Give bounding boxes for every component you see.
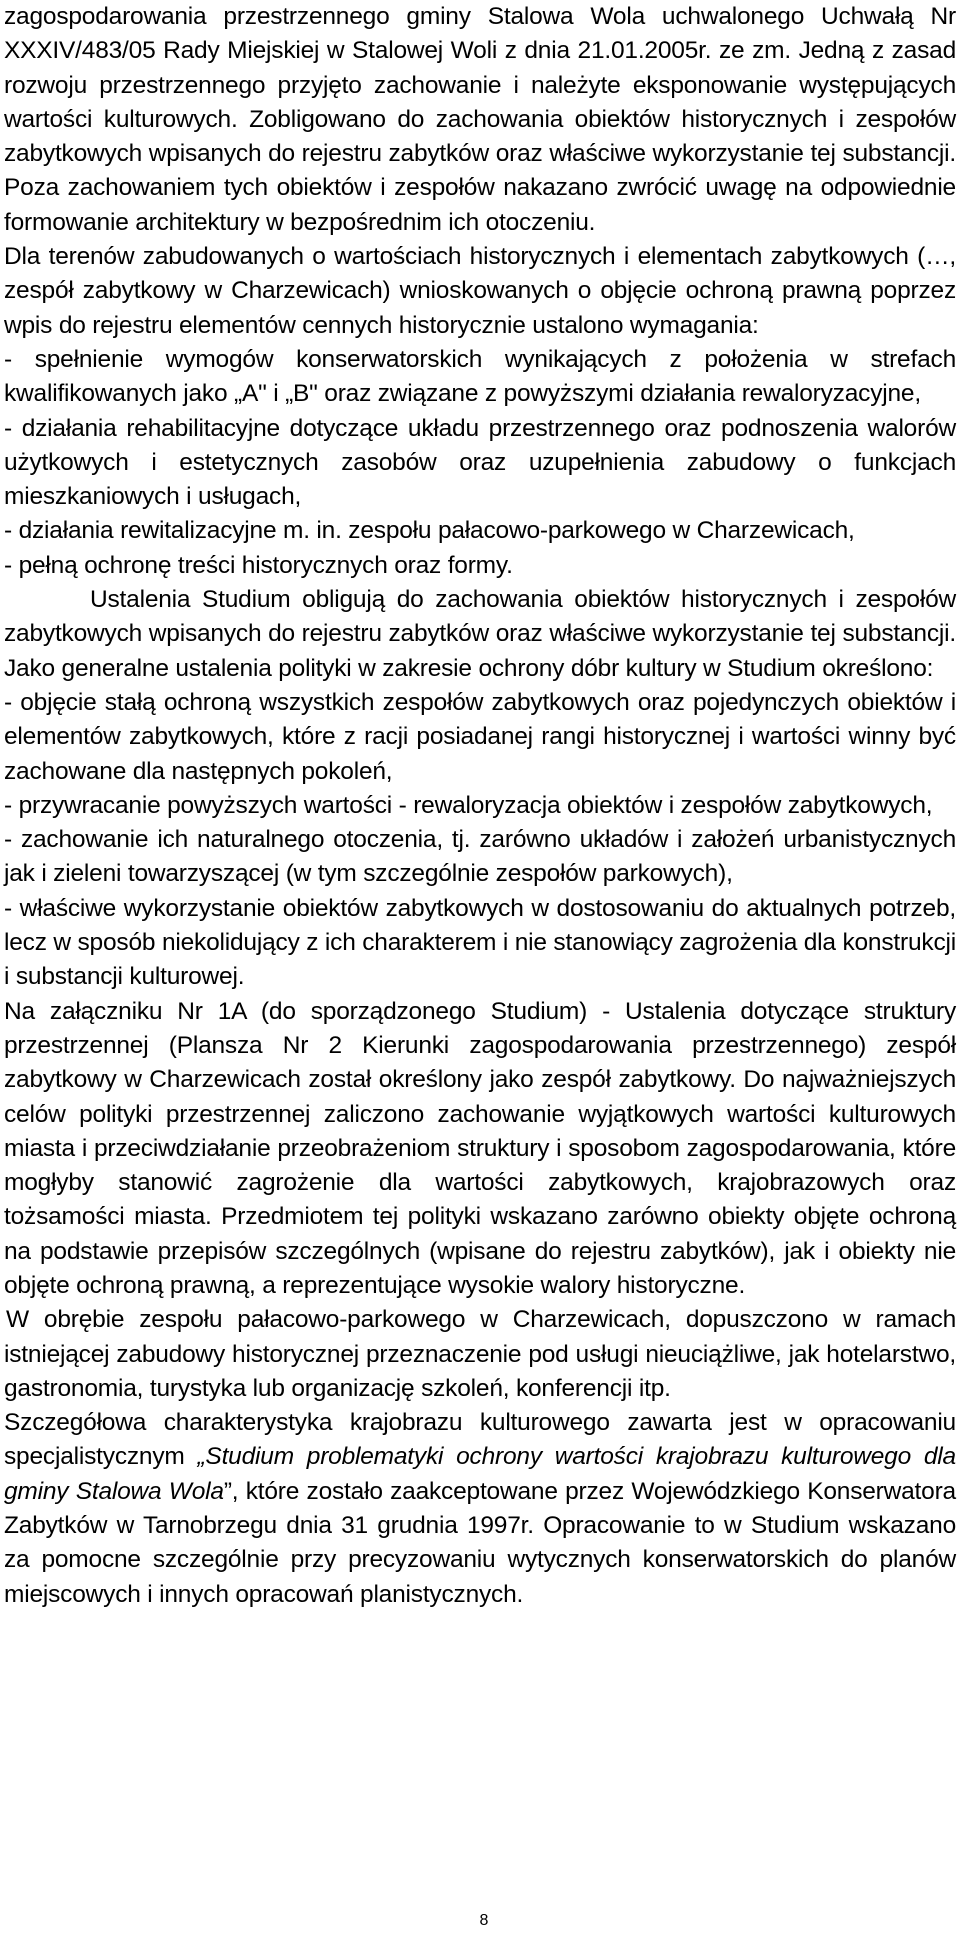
paragraph-intro: zagospodarowania przestrzennego gminy Stalowa Wola uchwalonego Uchwałą Nr XXXIV/483/05 Rady Miejskiej w Stalowej Woli z dnia 21.01.2005r. ze zm. Jedną z zasad rozwoju przestrzennego przyjęto zachowanie i należyte eksponowanie występujących wartości kulturowych. Zobligowano do zachowania obiektów historycznych i zespołów zabytkowych wpisanych do rejestru zabytków oraz właściwe wykorzystanie tej substancji. Poza zachowaniem tych obiektów i zespołów nakazano zwrócić uwagę na odpowiednie formowanie architektury w bezpośrednim ich otoczeniu. — [4, 3, 956, 236]
paragraph-landscape-study-end: ”, które zostało zaakceptowane przez Wojewódzkiego Konserwatora Zabytków w Tarnobrzegu dnia 31 grudnia 1997r. Opracowanie to w Studium wskazano za pomocne szczególnie przy precyzowaniu wytycznych konserwatorskich do planów miejscowych i innych opracowań planistycznych. — [4, 1477, 956, 1608]
list-item: - przywracanie powyższych wartości - rewaloryzacja obiektów i zespołów zabytkowych, — [4, 791, 933, 819]
list-item: - pełną ochronę treści historycznych oraz formy. — [4, 551, 513, 579]
list-item: - spełnienie wymogów konserwatorskich wynikających z położenia w strefach kwalifikowanych jako „A" i „B" oraz związane z powyższymi działania rewaloryzacyjne, — [4, 345, 956, 408]
document-body — [4, 0, 956, 1612]
page-number: 8 — [479, 1912, 489, 1929]
paragraph-study-provisions: Ustalenia Studium obligują do zachowania obiektów historycznych i zespołów zabytkowych wpisanych do rejestru zabytków oraz właściwe wykorzystanie tej substancji. Jako generalne ustalenia polityki w zakresie ochrony dóbr kultury w Studium określono: — [4, 586, 956, 682]
paragraph-attachment: Na załączniku Nr 1A (do sporządzonego Studium) - Ustalenia dotyczące struktury przestrzennej (Plansza Nr 2 Kierunki zagospodarowania przestrzennego) zespół zabytkowy w Charzewicach został określony jako zespół zabytkowy. Do najważniejszych celów polityki przestrzennej zaliczono zachowanie wyjątkowych wartości kulturowych miasta i przeciwdziałanie przeobrażeniom struktury i sposobom zagospodarowania, które mogłyby stanowić zagrożenie dla wartości zabytkowych, krajobrazowych oraz tożsamości miasta. Przedmiotem tej polityki wskazano zarówno obiekty objęte ochroną na podstawie przepisów szczególnych (wpisane do rejestru zabytków), jak i obiekty nie objęte ochroną prawną, a reprezentujące wysokie walory historyczne. — [4, 997, 956, 1299]
list-item: - działania rehabilitacyjne dotyczące układu przestrzennego oraz podnoszenia walorów użytkowych i estetycznych zasobów oraz uzupełnienia zabudowy o funkcjach mieszkaniowych i usługach, — [4, 414, 956, 511]
paragraph-palace-complex: W obrębie zespołu pałacowo-parkowego w Charzewicach, dopuszczono w ramach istniejącej zabudowy historycznej przeznaczenie pod usługi nieuciążliwe, jak hotelarstwo, gastronomia, turystyka lub organizację szkoleń, konferencji itp. — [4, 1306, 956, 1402]
list-item: - właściwe wykorzystanie obiektów zabytkowych w dostosowaniu do aktualnych potrzeb, lecz w sposób niekolidujący z ich charakterem i nie stanowiący zagrożenia dla konstrukcji i substancji kulturowej. — [4, 894, 956, 991]
paragraph-landscape-study-start: Szczegółowa charakterystyka krajobrazu kulturowego zawarta jest w opracowaniu specjalistycznym — [4, 1409, 956, 1471]
study-title: „Studium problematyki ochrony wartości krajobrazu kulturowego dla gminy Stalowa Wola — [4, 1443, 956, 1505]
list-item: - działania rewitalizacyjne m. in. zespołu pałacowo-parkowego w Charzewicach, — [4, 517, 855, 545]
paragraph-requirements: Dla terenów zabudowanych o wartościach historycznych i elementach zabytkowych (…, zespół zabytkowy w Charzewicach) wnioskowanych o objęcie ochroną prawną poprzez wpis do rejestru elementów cennych historycznie ustalono wymagania: — [4, 243, 956, 339]
paragraph-landscape-study — [4, 1406, 956, 1612]
list-item: - objęcie stałą ochroną wszystkich zespołów zabytkowych oraz pojedynczych obiektów i elementów zabytkowych, które z racji posiadanej rangi historycznej i wartości winny być zachowane dla następnych pokoleń, — [4, 688, 956, 785]
list-item: - zachowanie ich naturalnego otoczenia, tj. zarówno układów i założeń urbanistycznych jak i zieleni towarzyszącej (w tym szczególnie zespołów parkowych), — [4, 826, 956, 888]
document-page — [4, 0, 956, 1950]
